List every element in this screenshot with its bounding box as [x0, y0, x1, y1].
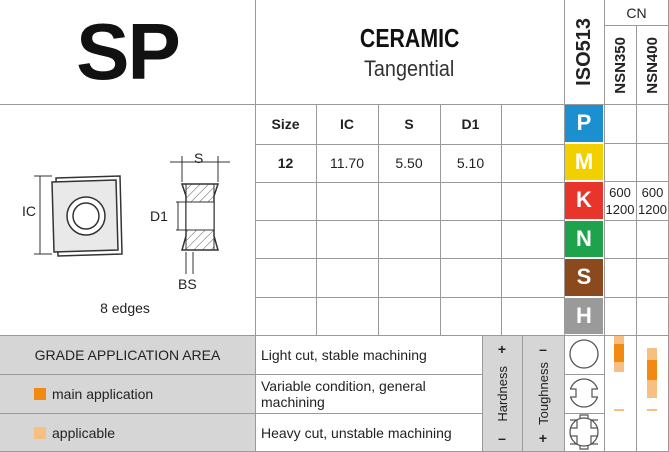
toughness-axis: – Toughness +	[535, 341, 551, 446]
nsn350-main-bar	[614, 344, 624, 362]
variable-cut-icon	[570, 379, 598, 407]
dim-s-label: S	[194, 150, 204, 166]
iso-group-m: M	[565, 144, 603, 181]
condition-light: Light cut, stable machining	[261, 346, 427, 363]
insert-side-view	[170, 156, 230, 274]
condition-icons	[564, 335, 604, 452]
s-value: 5.50	[395, 155, 423, 171]
bar-dash-1	[614, 409, 624, 411]
size-header: Size	[271, 116, 300, 132]
material-title: CERAMIC	[359, 22, 460, 53]
s-header: S	[404, 116, 414, 132]
iso-group-n: N	[565, 221, 603, 258]
grade-nsn400: NSN400	[644, 36, 661, 94]
condition-variable: Variable condition, general machining	[261, 377, 426, 410]
grade-nsn350: NSN350	[611, 36, 629, 94]
insert-code	[0, 0, 255, 104]
edges-count: 8 edges	[100, 300, 150, 316]
material-subtitle: Tangential	[364, 55, 455, 81]
material-title-block	[255, 0, 564, 104]
light-cut-icon	[570, 340, 598, 368]
insert-top-view	[34, 176, 122, 256]
nsn350-applicable-bar-bottom	[614, 362, 624, 372]
main-swatch	[34, 388, 46, 400]
insert-code-text: SP	[76, 7, 179, 96]
iso-group-h: H	[565, 298, 603, 335]
dim-ic-label: IC	[22, 203, 36, 219]
iso-group-k: K	[565, 182, 603, 219]
nsn400-applicable-bar-bottom	[647, 380, 657, 398]
speed-nsn400-k: 600 1200	[638, 185, 667, 217]
hardness-axis: + Hardness –	[494, 341, 510, 446]
ic-header: IC	[340, 116, 354, 132]
d1-value: 5.10	[456, 155, 485, 171]
ic-value: 11.70	[330, 155, 364, 171]
size-value: 12	[277, 155, 294, 171]
application-title: GRADE APPLICATION AREA	[34, 346, 221, 363]
legend-applicable: applicable	[34, 413, 254, 452]
iso-standard-label: ISO513	[572, 18, 595, 86]
nsn350-applicable-bar-top	[614, 336, 624, 344]
speed-nsn350-k: 600 1200	[605, 185, 635, 217]
nsn400-applicable-bar-top	[647, 348, 657, 360]
bar-dash-2	[647, 409, 657, 411]
heavy-cut-icon	[570, 418, 598, 446]
cn-label: CN	[626, 5, 647, 21]
condition-heavy: Heavy cut, unstable machining	[261, 424, 452, 441]
dim-bs-label: BS	[178, 276, 197, 292]
applicable-swatch	[34, 427, 46, 439]
iso-group-p: P	[565, 105, 603, 142]
nsn400-main-bar	[647, 360, 657, 380]
legend-main: main application	[34, 374, 254, 413]
iso-group-s: S	[565, 259, 603, 296]
d1-header: D1	[461, 116, 480, 132]
dim-d1-label: D1	[150, 208, 168, 224]
